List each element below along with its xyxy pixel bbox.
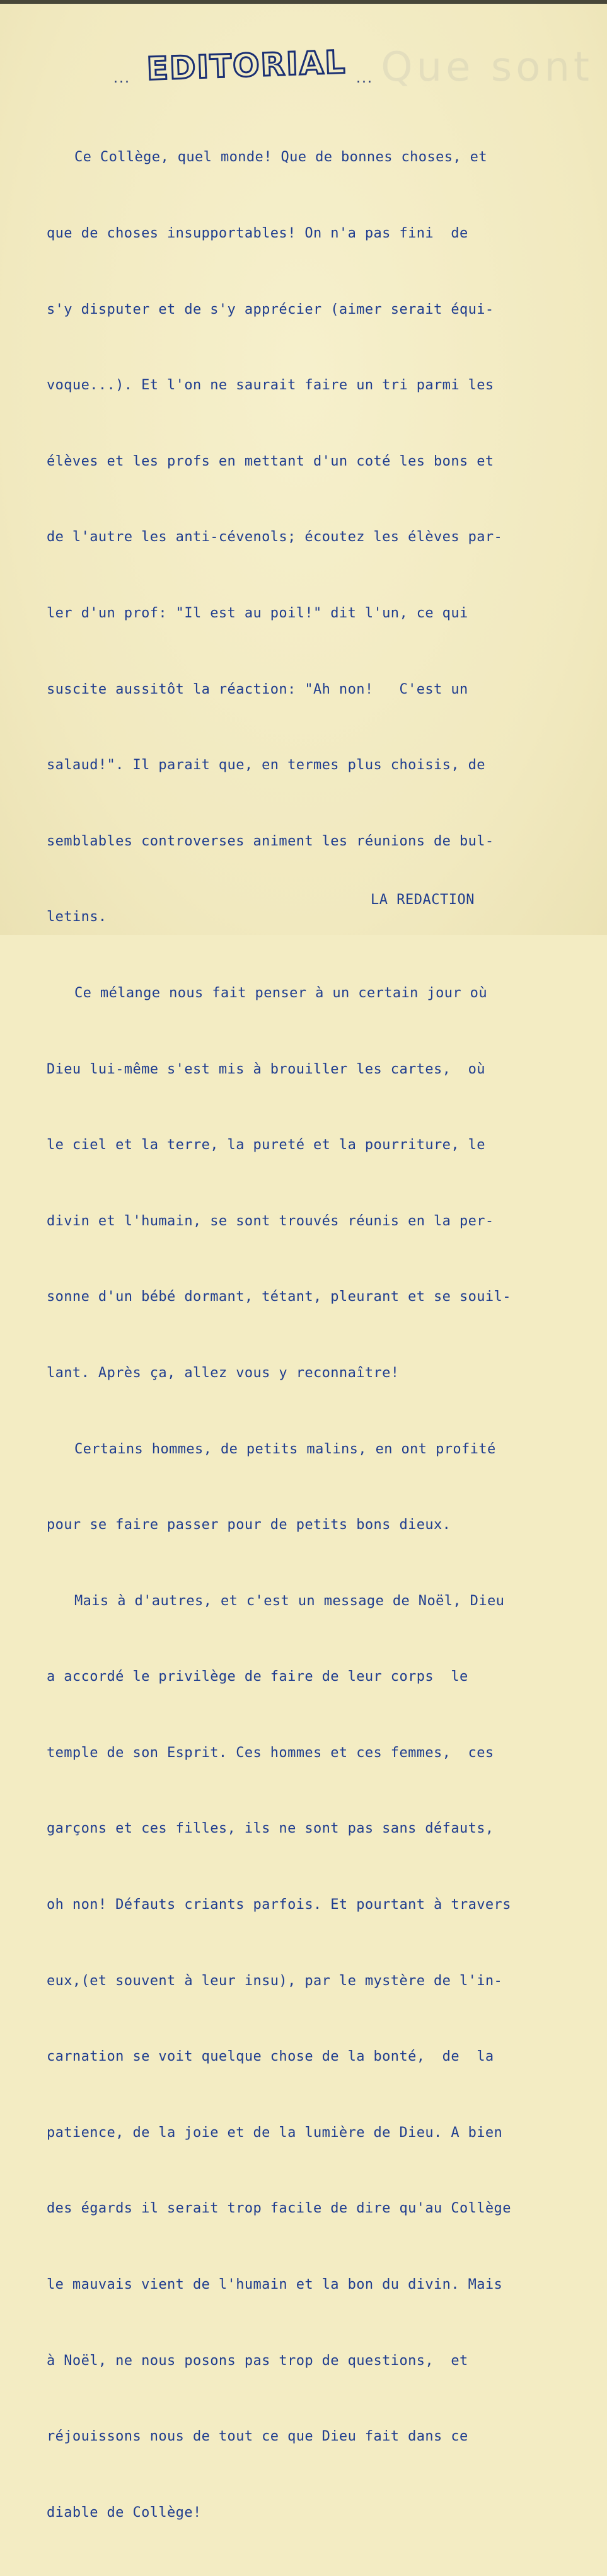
- text-line: élèves et les profs en mettant d'un coté les bons et: [47, 453, 494, 469]
- text-line: Dieu lui-même s'est mis à brouiller les cartes, où: [47, 1061, 485, 1077]
- text-line: garçons et ces filles, ils ne sont pas sans défauts,: [47, 1821, 494, 1837]
- text-line: salaud!". Il parait que, en termes plus choisis, de: [47, 757, 485, 774]
- bleed-through-text: Que sont: [381, 44, 593, 91]
- heading-word: EDITORIAL: [146, 43, 347, 88]
- text-line: lant. Après ça, allez vous y reconnaître!: [47, 1365, 400, 1381]
- text-line: temple de son Esprit. Ces hommes et ces femmes, ces: [47, 1744, 494, 1761]
- text-line: a accordé le privilège de faire de leur corps le: [47, 1669, 468, 1685]
- text-line: eux,(et souvent à leur insu), par le mystère de l'in-: [47, 1972, 503, 1989]
- heading-dots-right: ...: [356, 71, 373, 86]
- text-line: le ciel et la terre, la pureté et la pourriture, le: [47, 1137, 485, 1153]
- text-line: oh non! Défauts criants parfois. Et pourtant à travers: [47, 1897, 511, 1913]
- text-line: pour se faire passer pour de petits bons dieux.: [47, 1517, 451, 1533]
- text-line: Mais à d'autres, et c'est un message de Noël, Dieu: [74, 1593, 505, 1609]
- signature: LA REDACTION: [371, 892, 475, 908]
- text-line: diable de Collège!: [47, 2504, 202, 2521]
- text-line: Certains hommes, de petits malins, en ont profité: [74, 1441, 496, 1457]
- text-line: patience, de la joie et de la lumière de Dieu. A bien: [47, 2124, 503, 2141]
- text-line: réjouissons nous de tout ce que Dieu fait dans ce: [47, 2429, 468, 2445]
- heading-dots-left: ...: [113, 71, 130, 86]
- text-line: s'y disputer et de s'y apprécier (aimer serait équi-: [47, 301, 494, 318]
- text-line: de l'autre les anti-cévenols; écoutez les élèves par-: [47, 529, 503, 546]
- editorial-heading: [113, 39, 397, 91]
- text-line: letins.: [47, 909, 107, 925]
- text-line: à Noël, ne nous posons pas trop de questions, et: [47, 2352, 468, 2369]
- text-line: sonne d'un bébé dormant, tétant, pleurant et se souil-: [47, 1289, 511, 1305]
- text-line: le mauvais vient de l'humain et la bon du divin. Mais: [47, 2277, 503, 2293]
- text-line: ler d'un prof: "Il est au poil!" dit l'un, ce qui: [47, 605, 468, 621]
- text-line: que de choses insupportables! On n'a pas fini de: [47, 226, 468, 241]
- page-edge-shadow: [0, 0, 607, 4]
- text-line: des égards il serait trop facile de dire qu'au Collège: [47, 2201, 511, 2217]
- text-line: suscite aussitôt la réaction: "Ah non! C'est un: [47, 681, 468, 697]
- text-line: carnation se voit quelque chose de la bonté, de la: [47, 2049, 494, 2065]
- text-line: semblables controverses animent les réunions de bul-: [47, 833, 494, 849]
- text-line: Ce Collège, quel monde! Que de bonnes choses, et: [74, 149, 487, 166]
- text-line: divin et l'humain, se sont trouvés réunis en la per-: [47, 1213, 494, 1229]
- editorial-body: [47, 94, 570, 2576]
- text-line: voque...). Et l'on ne saurait faire un tri parmi les: [47, 377, 494, 394]
- text-line: Ce mélange nous fait penser à un certain jour où: [74, 985, 487, 1001]
